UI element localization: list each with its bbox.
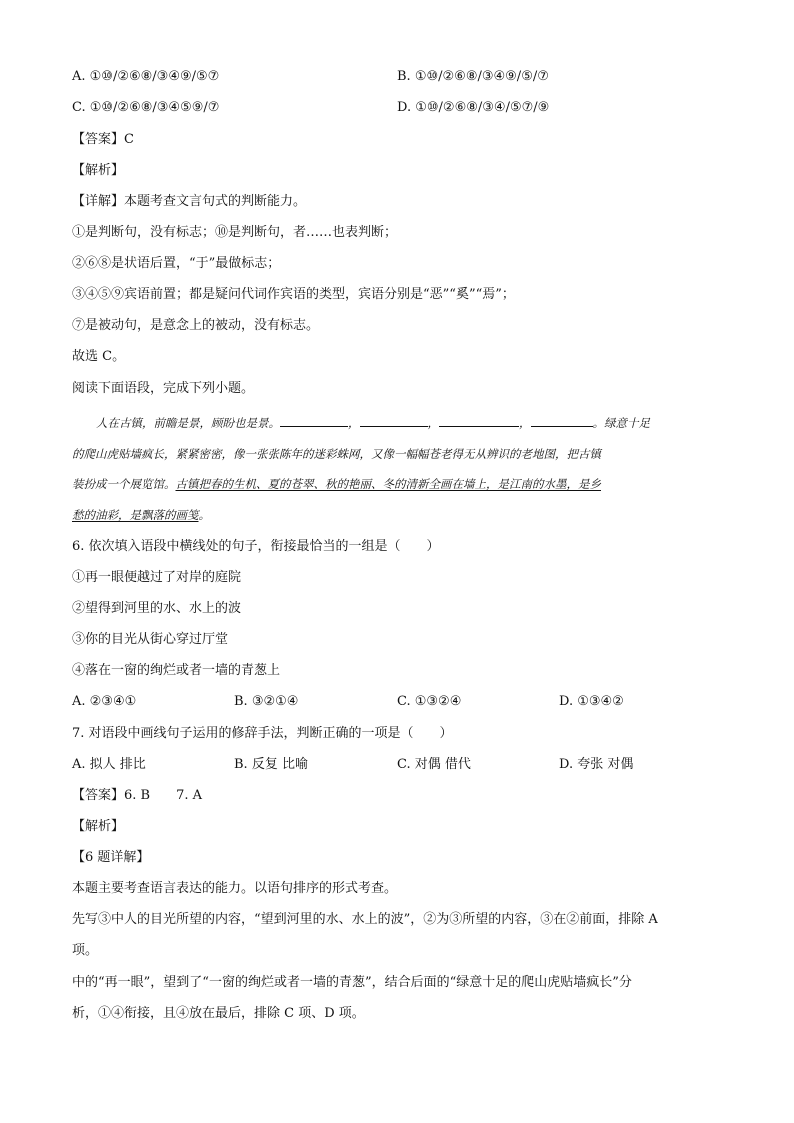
q5-detail-line-2: ①是判断句，没有标志；⑩是判断句，者……也表判断； bbox=[72, 225, 398, 240]
q5-detail-line-4: ③④⑤⑨宾语前置；都是疑问代词作宾语的类型，宾语分别是“恶”“奚”“焉”； bbox=[72, 287, 515, 302]
passage-line-4 bbox=[72, 507, 732, 523]
q6-sentence-4: ④落在一窗的绚烂或者一墙的青葱上 bbox=[72, 663, 281, 678]
passage-sentence-end: 。绿意十足 bbox=[592, 416, 650, 430]
q6-option-d: D. ①③④② bbox=[559, 694, 624, 709]
reading-intro: 阅读下面语段，完成下列小题。 bbox=[72, 381, 255, 396]
q5-detail-line-5: ⑦是被动句，是意念上的被动，没有标志。 bbox=[72, 318, 320, 333]
q5-detail-line-6: 故选 C。 bbox=[72, 349, 126, 364]
passage-comma: ， bbox=[427, 416, 439, 430]
q6-option-b: B. ③②①④ bbox=[234, 694, 299, 709]
q67-analysis-label: 【解析】 bbox=[72, 819, 125, 834]
q5-option-d: D. ①⑩/②⑥⑧/③④/⑤⑦/⑨ bbox=[397, 100, 550, 115]
passage-period: 。 bbox=[198, 508, 210, 522]
q5-detail-line-1: 【详解】本题考查文言句式的判断能力。 bbox=[72, 194, 307, 209]
passage-line-1 bbox=[72, 414, 756, 431]
underlined-sentence-part-2: 愁的油彩，是飘落的画笺 bbox=[72, 508, 199, 522]
q6-option-c: C. ①③②④ bbox=[397, 694, 462, 709]
blank-4 bbox=[531, 414, 593, 427]
passage-line-2: 的爬山虎贴墙疯长，紧紧密密，像一张张陈年的迷彩蛛网，又像一幅幅苍老得无从辨识的老地图，把古镇 bbox=[72, 447, 601, 461]
q6-sentence-3: ③你的目光从街心穿过厅堂 bbox=[72, 632, 229, 647]
q6-option-a: A. ②③④① bbox=[72, 694, 137, 709]
passage-comma: ， bbox=[348, 416, 360, 430]
q6-detail-line-2: 先写③中人的目光所望的内容，“望到河里的水、水上的波”，②为③所望的内容，③在②前面，排除 A bbox=[72, 912, 658, 927]
q6-stem: 6. 依次填入语段中横线处的句子，衔接最恰当的一组是（ ） bbox=[72, 539, 440, 554]
q7-option-c: C. 对偶 借代 bbox=[397, 757, 471, 772]
q5-option-b: B. ①⑩/②⑥⑧/③④⑨/⑤/⑦ bbox=[397, 69, 549, 84]
q6-sentence-1: ①再一眼便越过了对岸的庭院 bbox=[72, 570, 242, 585]
q6-detail-title: 【6 题详解】 bbox=[72, 850, 150, 865]
q5-analysis-label: 【解析】 bbox=[72, 163, 125, 178]
q67-answer: 【答案】6. B 7. A bbox=[72, 788, 203, 803]
q7-option-a: A. 拟人 排比 bbox=[72, 757, 146, 772]
blank-1 bbox=[280, 414, 348, 427]
passage-sentence-start: 人在古镇，前瞻是景，顾盼也是景。 bbox=[96, 416, 280, 430]
q7-option-d: D. 夸张 对偶 bbox=[559, 757, 634, 772]
passage-comma: ， bbox=[519, 416, 531, 430]
passage-plain-text: 装扮成一个展览馆。 bbox=[72, 477, 176, 491]
q5-option-c: C. ①⑩/②⑥⑧/③④⑤⑨/⑦ bbox=[72, 100, 220, 115]
q6-detail-line-4: 中的“再一眼”，望到了“一窗的绚烂或者一墙的青葱”，结合后面的“绿意十足的爬山虎贴墙疯长”分 bbox=[72, 975, 632, 990]
underlined-sentence-part-1: 古镇把春的生机、夏的苍翠、秋的艳丽、冬的清新全画在墙上，是江南的水墨，是乡 bbox=[175, 477, 601, 491]
q6-detail-line-3: 项。 bbox=[72, 943, 99, 958]
q6-detail-line-1: 本题主要考查语言表达的能力。以语句排序的形式考查。 bbox=[72, 881, 398, 896]
blank-2 bbox=[360, 414, 428, 427]
q7-option-b: B. 反复 比喻 bbox=[234, 757, 308, 772]
q5-detail-line-3: ②⑥⑧是状语后置，“于”最做标志； bbox=[72, 256, 281, 271]
q6-sentence-2: ②望得到河里的水、水上的波 bbox=[72, 601, 242, 616]
q7-stem: 7. 对语段中画线句子运用的修辞手法，判断正确的一项是（ ） bbox=[72, 726, 453, 741]
passage-line-3 bbox=[72, 476, 732, 492]
q5-answer: 【答案】C bbox=[72, 132, 134, 147]
q5-option-a: A. ①⑩/②⑥⑧/③④⑨/⑤⑦ bbox=[72, 69, 220, 84]
blank-3 bbox=[439, 414, 519, 427]
q6-detail-line-5: 析，①④衔接，且④放在最后，排除 C 项、D 项。 bbox=[72, 1006, 365, 1021]
